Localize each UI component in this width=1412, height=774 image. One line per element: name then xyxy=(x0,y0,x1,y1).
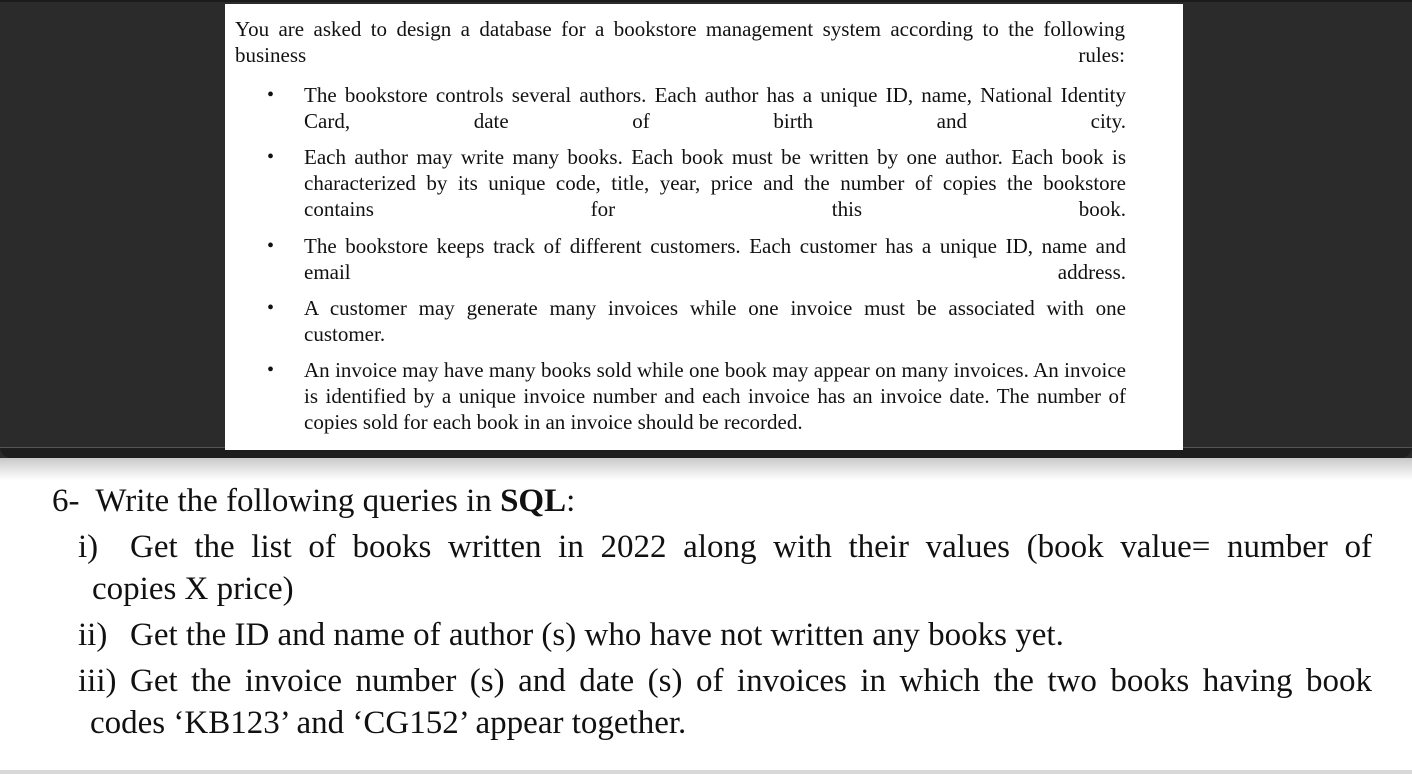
bullet-icon: • xyxy=(267,297,275,319)
rule-invoices: A customer may generate many invoices while one invoice must be associated with one customer. xyxy=(304,296,1126,346)
question-heading: 6- Write the following queries in SQL: xyxy=(52,483,576,519)
rule-customers: The bookstore keeps track of different customers. Each customer has a unique ID, name and email address. xyxy=(304,234,1126,284)
sql-keyword: SQL xyxy=(500,483,567,519)
query-item-1 xyxy=(78,526,1372,568)
query-text: Get the list of books written in 2022 along with their values (book value= number of xyxy=(130,529,1372,565)
frame-shadow xyxy=(0,458,1412,480)
query-text-continued: copies X price) xyxy=(92,571,294,607)
bullet-icon: • xyxy=(267,359,275,381)
query-label: ii) xyxy=(78,617,108,653)
question-number: 6- xyxy=(52,483,80,519)
rule-books: Each author may write many books. Each book must be written by one author. Each book is characterized by its unique code, title, year, price and the number of copies the bookstore contains for this book. xyxy=(304,145,1126,221)
bullet-icon: • xyxy=(267,84,275,106)
intro-paragraph: You are asked to design a database for a bookstore management system according to the following business rules: xyxy=(235,17,1125,67)
query-text-continued: codes ‘KB123’ and ‘CG152’ appear together. xyxy=(90,705,687,741)
query-item-2 xyxy=(78,614,1372,656)
query-text: Get the invoice number (s) and date (s) of invoices in which the two books having book xyxy=(130,663,1372,699)
question-prompt: Write the following queries in xyxy=(95,483,501,519)
query-label: iii) xyxy=(78,663,117,699)
rule-authors: The bookstore controls several authors. Each author has a unique ID, name, National Identity Card, date of birth and city. xyxy=(304,83,1126,133)
bullet-icon: • xyxy=(267,146,275,168)
document-page xyxy=(225,4,1183,450)
rule-invoice-books: An invoice may have many books sold while one book may appear on many invoices. An invoice is identified by a unique invoice number and each invoice has an invoice date. The number of copies sold for each book in an invoice should be recorded. xyxy=(304,358,1126,434)
bullet-icon: • xyxy=(267,235,275,257)
query-item-3 xyxy=(78,660,1372,702)
bottom-divider xyxy=(0,770,1412,774)
query-text: Get the ID and name of author (s) who have not written any books yet. xyxy=(130,617,1064,653)
query-label: i) xyxy=(78,529,99,565)
